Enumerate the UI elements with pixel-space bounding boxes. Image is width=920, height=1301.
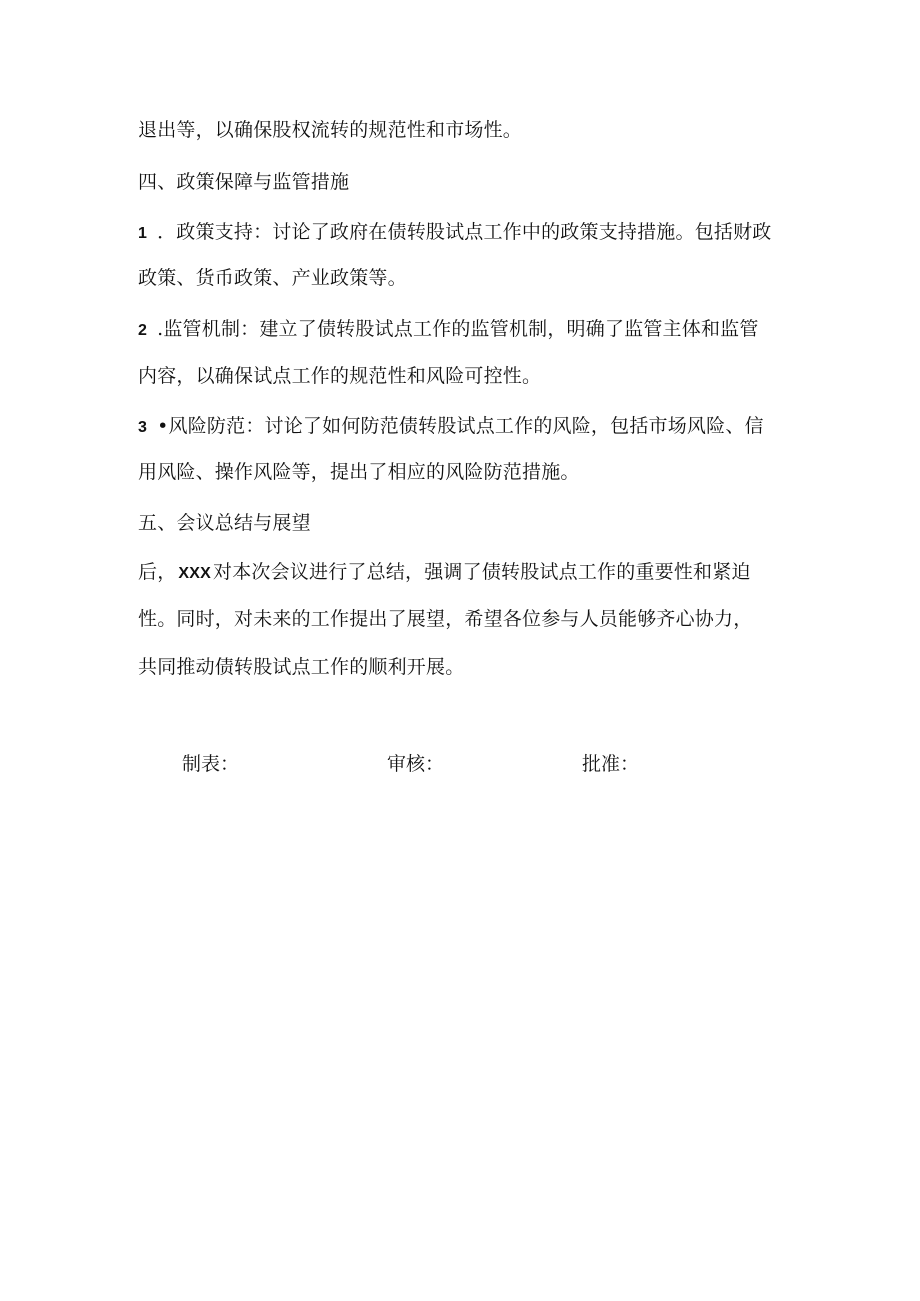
list-item-number: 3 xyxy=(138,419,148,436)
prepared-by-label: 制表： xyxy=(182,753,240,775)
paragraph-line: 退出等，以确保股权流转的规范性和市场性。 xyxy=(138,119,523,141)
list-item-number: 1 xyxy=(138,225,148,242)
summary-text: 对本次会议进行了总结，强调了债转股试点工作的重要性和紧迫 xyxy=(213,561,751,583)
list-item-1-line-1 xyxy=(138,220,788,246)
summary-line-2: 性。同时，对未来的工作提出了展望，希望各位参与人员能够齐心协力， xyxy=(138,608,753,630)
summary-text: 后， xyxy=(138,561,177,583)
section-heading: 五、会议总结与展望 xyxy=(138,512,311,534)
summary-line-1 xyxy=(138,560,788,586)
reviewed-by-label: 审核： xyxy=(387,753,445,775)
summary-line-3: 共同推动债转股试点工作的顺利开展。 xyxy=(138,656,465,678)
list-item-number: 2 xyxy=(138,322,148,339)
list-item-text: .监管机制：建立了债转股试点工作的监管机制，明确了监管主体和监管 xyxy=(157,318,759,340)
list-item-2-line-2: 内容，以确保试点工作的规范性和风险可控性。 xyxy=(138,365,542,387)
list-item-2-line-1 xyxy=(138,317,788,343)
list-item-3-line-2: 用风险、操作风险等，提出了相应的风险防范措施。 xyxy=(138,461,580,483)
person-name: XXX xyxy=(178,565,212,582)
list-item-text: ．政策支持：讨论了政府在债转股试点工作中的政策支持措施。包括财政 xyxy=(157,221,772,243)
list-item-1-line-2: 政策、货币政策、产业政策等。 xyxy=(138,267,407,289)
list-item-3-line-1 xyxy=(138,414,788,440)
section-heading: 四、政策保障与监管措施 xyxy=(138,171,350,193)
approved-by-label: 批准： xyxy=(582,753,640,775)
list-item-text: •风险防范：讨论了如何防范债转股试点工作的风险，包括市场风险、信 xyxy=(157,415,764,437)
